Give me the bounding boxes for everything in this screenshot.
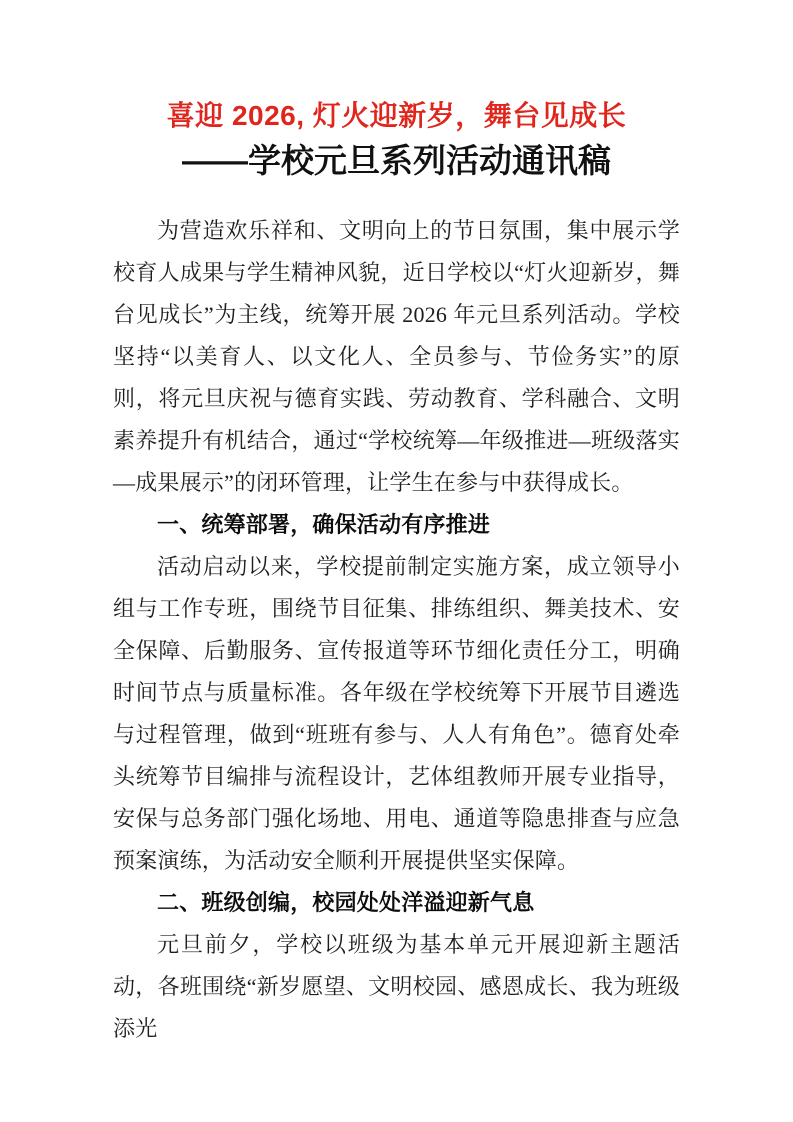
section-heading-two: 二、班级创编，校园处处洋溢迎新气息 xyxy=(157,890,535,915)
document-content-area xyxy=(113,0,680,1050)
section-heading-one: 一、统筹部署，确保活动有序推进 xyxy=(157,512,491,537)
body-paragraph-section-one: 活动启动以来，学校提前制定实施方案，成立领导小组与工作专班，围绕节目征集、排练组织、舞美技术、安全保障、后勤服务、宣传报道等环节细化责任分工，明确时间节点与质量标准。各年级在学校统筹下开展节目遴选与过程管理，做到“班班有参与、人人有角色”。德育处牵头统筹节目编排与流程设计，艺体组教师开展专业指导，安保与总务部门强化场地、用电、通道等隐患排查与应急预案演练，为活动安全顺利开展提供坚实保障。 xyxy=(113,554,680,873)
document-body xyxy=(113,210,680,1050)
body-paragraph-section-two: 元旦前夕，学校以班级为基本单元开展迎新主题活动，各班围绕“新岁愿望、文明校园、感恩成长、我为班级添光 xyxy=(113,932,680,1041)
document-title-subtitle: ——学校元旦系列活动通讯稿 xyxy=(182,142,611,179)
body-paragraph-intro: 为营造欢乐祥和、文明向上的节日氛围，集中展示学校育人成果与学生精神风貌，近日学校以“灯火迎新岁，舞台见成长”为主线，统筹开展 2026 年元旦系列活动。学校坚持“以美育人、以文化人、全员参与、节俭务实”的原则，将元旦庆祝与德育实践、劳动教育、学科融合、文明素养提升有机结合，通过“学校统筹—年级推进—班级落实—成果展示”的闭环管理，让学生在参与中获得成长。 xyxy=(113,218,680,495)
document-title-main: 喜迎 2026, 灯火迎新岁，舞台见成长 xyxy=(166,100,627,131)
